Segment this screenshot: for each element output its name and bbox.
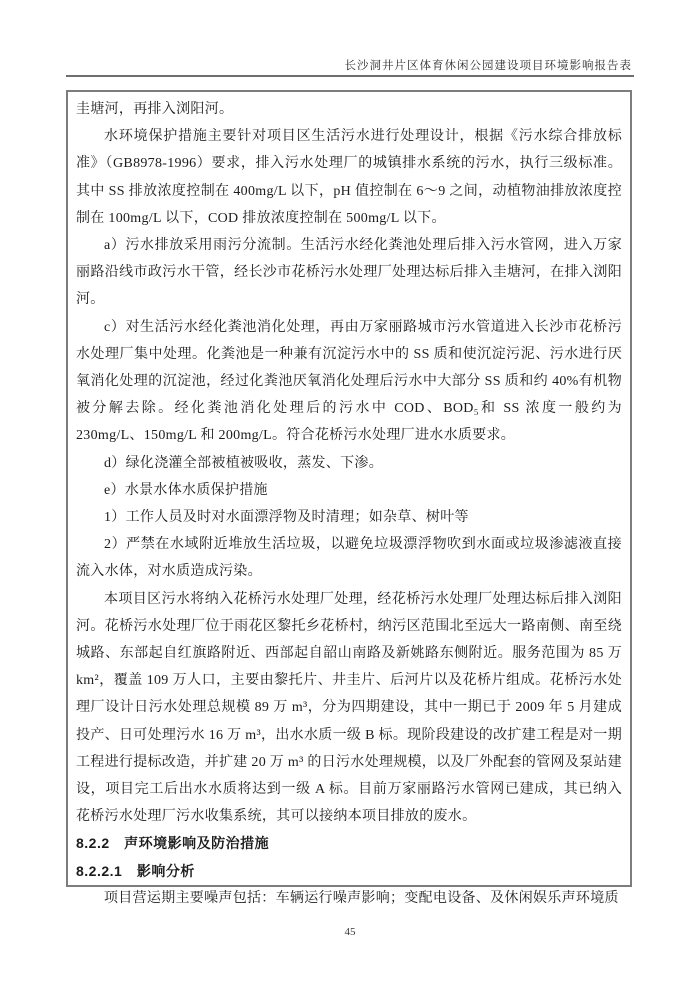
paragraph: c）对生活污水经化粪池消化处理，再由万家丽路城市污水管道进入长沙市花桥污水处理厂集中处理。化粪池是一种兼有沉淀污水中的 SS 质和使沉淀污泥、污水进行厌氧消化处理的沉淀池，经过化粪池厌氧消化处理后污水中大部分 SS 质和约 40%有机物被分解去除。经化粪池消化处理后的污水中 COD、BOD₅和 SS 浓度一般约为 230mg/L、150mg/L 和 200mg/L。符合花桥污水处理厂进水水质要求。 xyxy=(76,319,626,444)
section-heading: 8.2.2 声环境影响及防治措施 xyxy=(76,835,270,852)
paragraph: 本项目区污水将纳入花桥污水处理厂处理，经花桥污水处理厂处理达标后排入浏阳河。花桥污水处理厂位于雨花区黎托乡花桥村，纳污区范围北至远大一路南侧、南至绕城路、东部起自红旗路附近、西部起自韶山南路及新姚路东侧附近。服务范围为 85 万 km²，覆盖 109 万人口，主要由黎托片、井圭片、后河片以及花桥片组成。花桥污水处理厂设计日污水处理总规模 89 万 m³，分为四期建设，其中一期已于 2009 年 5 月建成投产、日可处理污水 16 万 m³，出水水质一级 B 标。现阶段建设的改扩建工程是对一期工程进行提标改造，并扩建 20 万 m³ 的日污水处理规模，以及厂外配套的管网及泵站建设，项目完工后出水水质将达到一级 A 标。目前万家丽路污水管网已建成，其已纳入花桥污水处理厂污水收集系统，其可以接纳本项目排放的废水。 xyxy=(76,591,626,825)
paragraph: 2）严禁在水域附近堆放生活垃圾，以避免垃圾漂浮物吹到水面或垃圾渗滤液直接流入水体，对水质造成污染。 xyxy=(76,537,622,580)
report-content-box xyxy=(66,90,632,906)
page-header-title: 长沙洞井片区体育休闲公园建设项目环境影响报告表 xyxy=(344,60,632,72)
paragraph: d）绿化浇灌全部被植被吸收，蒸发、下渗。 xyxy=(104,455,383,471)
header-divider xyxy=(66,75,634,77)
paragraph: 项目营运期主要噪声包括：车辆运行噪声影响；变配电设备、及休闲娱乐声环境质 xyxy=(104,890,619,906)
paragraph: e）水景水体水质保护措施 xyxy=(104,482,268,498)
subsection-heading: 8.2.2.1 影响分析 xyxy=(76,862,195,879)
page-number: 45 xyxy=(344,926,356,938)
paragraph: 1）工作人员及时对水面漂浮物及时清理；如杂草、树叶等 xyxy=(104,510,469,526)
paragraph: a）污水排放采用雨污分流制。生活污水经化粪池处理后排入污水管网，进入万家丽路沿线市政污水干管，经长沙市花桥污水处理厂处理达标后排入圭塘河，在排入浏阳河。 xyxy=(76,238,622,308)
paragraph: 圭塘河，再排入浏阳河。 xyxy=(76,102,234,117)
paragraph: 水环境保护措施主要针对项目区生活污水进行处理设计，根据《污水综合排放标准》（GB8978-1996）要求，排入污水处理厂的城镇排水系统的污水，执行三级标准。其中 SS 排放浓度控制在 400mg/L 以下，pH 值控制在 6～9 之间，动植物油排放浓度控制在 100mg/L 以下，COD 排放浓度控制在 500mg/L 以下。 xyxy=(76,129,622,226)
